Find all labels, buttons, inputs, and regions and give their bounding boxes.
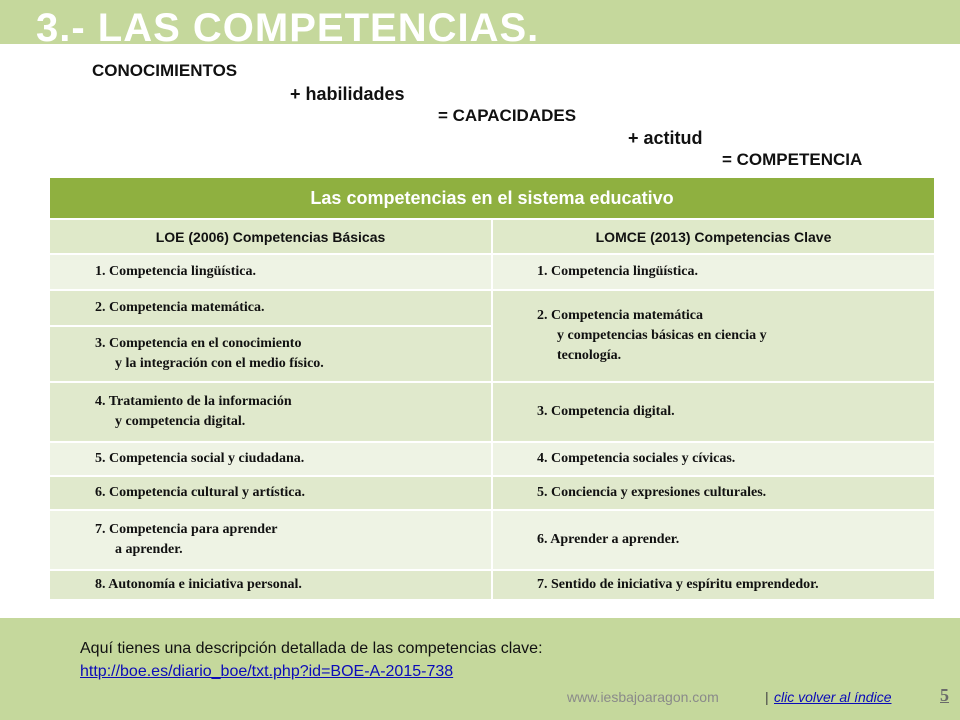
loe-item-8 bbox=[50, 570, 492, 600]
loe-item-3-line2: y la integración con el medio físico. bbox=[115, 356, 324, 371]
loe-item-4-line2: y competencia digital. bbox=[115, 414, 246, 429]
equation-capacidades: = CAPACIDADES bbox=[438, 106, 577, 125]
loe-item-3 bbox=[50, 326, 492, 382]
footer-separator: | bbox=[765, 689, 769, 705]
slide-title: 3.- LAS COMPETENCIAS. bbox=[36, 6, 540, 50]
equation-conocimientos: CONOCIMIENTOS bbox=[92, 61, 238, 80]
lomce-item-2-line3: tecnología. bbox=[557, 348, 622, 363]
page-number[interactable]: 5 bbox=[940, 685, 949, 705]
lomce-item-3-text: 3. Competencia digital. bbox=[537, 404, 675, 419]
loe-item-6-text: 6. Competencia cultural y artística. bbox=[95, 485, 305, 500]
back-to-index-link[interactable]: clic volver al índice bbox=[774, 689, 892, 705]
loe-item-3-line1: 3. Competencia en el conocimiento bbox=[95, 336, 302, 351]
lomce-item-1-text: 1. Competencia lingüística. bbox=[537, 264, 698, 279]
lomce-item-7 bbox=[492, 570, 934, 600]
loe-item-5 bbox=[50, 442, 492, 476]
lomce-item-4-text: 4. Competencia sociales y cívicas. bbox=[537, 451, 736, 466]
lomce-item-6-text: 6. Aprender a aprender. bbox=[537, 532, 680, 547]
loe-item-7-line1: 7. Competencia para aprender bbox=[95, 522, 278, 537]
lomce-item-2 bbox=[492, 290, 934, 382]
competencias-table bbox=[50, 178, 934, 601]
lomce-item-5 bbox=[492, 476, 934, 510]
lomce-item-7-text: 7. Sentido de iniciativa y espíritu emprendedor. bbox=[537, 577, 819, 592]
equation-actitud: + actitud bbox=[628, 128, 703, 148]
loe-item-4 bbox=[50, 382, 492, 442]
equation-habilidades: + habilidades bbox=[290, 84, 405, 104]
loe-item-6 bbox=[50, 476, 492, 510]
lomce-item-5-text: 5. Conciencia y expresiones culturales. bbox=[537, 485, 767, 500]
boe-link[interactable]: http://boe.es/diario_boe/txt.php?id=BOE-A-2015-738 bbox=[80, 663, 454, 680]
column-header-loe: LOE (2006) Competencias Básicas bbox=[50, 219, 492, 254]
description-text: Aquí tienes una descripción detallada de las competencias clave: bbox=[80, 640, 543, 657]
loe-item-5-text: 5. Competencia social y ciudadana. bbox=[95, 451, 305, 466]
lomce-item-2-line2: y competencias básicas en ciencia y bbox=[557, 328, 767, 343]
footer-site: www.iesbajoaragon.com bbox=[567, 689, 719, 705]
loe-item-7-line2: a aprender. bbox=[115, 542, 183, 557]
column-header-lomce: LOMCE (2013) Competencias Clave bbox=[492, 219, 934, 254]
loe-item-7 bbox=[50, 510, 492, 570]
lomce-item-1 bbox=[492, 254, 934, 290]
lomce-item-3 bbox=[492, 382, 934, 442]
lomce-item-4 bbox=[492, 442, 934, 476]
loe-item-4-line1: 4. Tratamiento de la información bbox=[95, 394, 292, 409]
loe-item-1 bbox=[50, 254, 492, 290]
loe-item-8-text: 8. Autonomía e iniciativa personal. bbox=[95, 577, 302, 592]
loe-item-1-text: 1. Competencia lingüística. bbox=[95, 264, 256, 279]
table-caption: Las competencias en el sistema educativo bbox=[50, 178, 934, 219]
loe-item-2-text: 2. Competencia matemática. bbox=[95, 300, 265, 315]
lomce-item-6 bbox=[492, 510, 934, 570]
equation-competencia: = COMPETENCIA bbox=[722, 150, 863, 169]
loe-item-2 bbox=[50, 290, 492, 326]
lomce-item-2-line1: 2. Competencia matemática bbox=[537, 308, 704, 323]
